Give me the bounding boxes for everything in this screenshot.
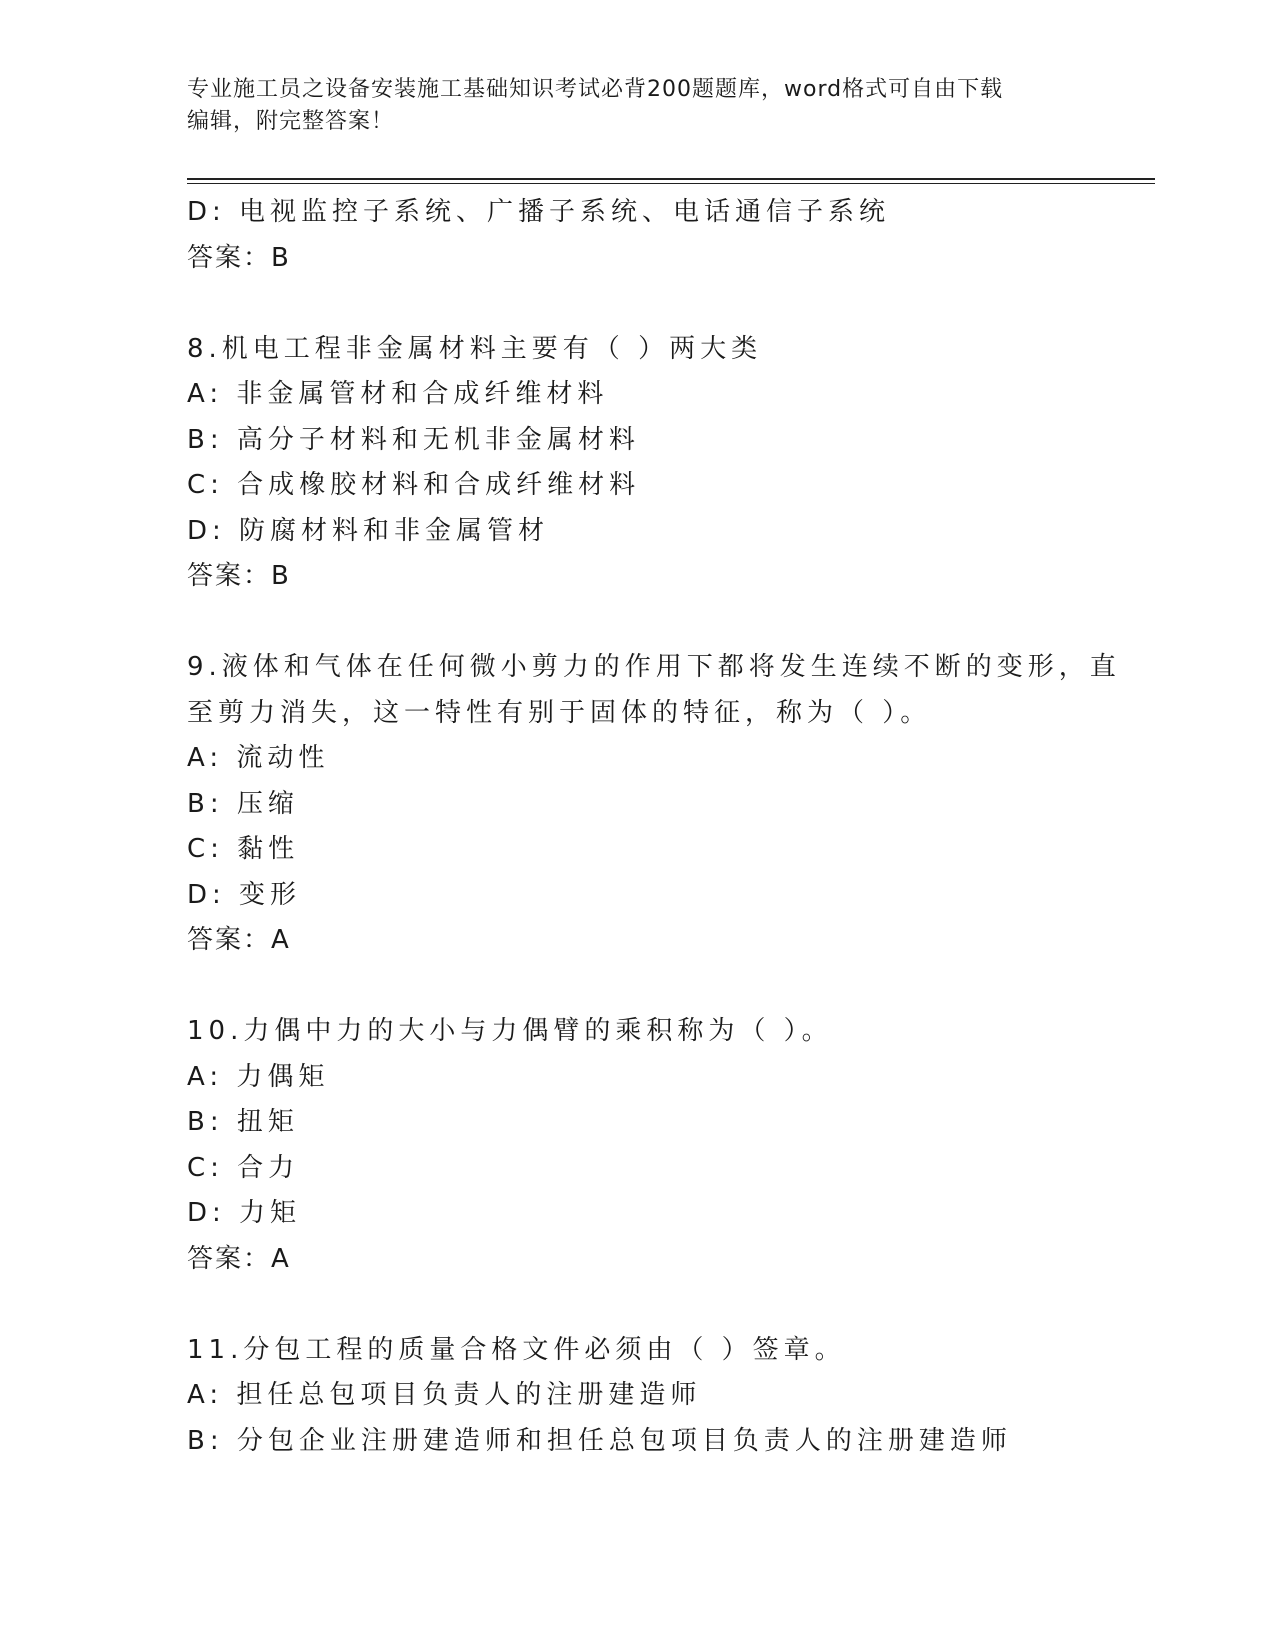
answer-line: 答案：B xyxy=(187,242,291,273)
question-stem-line-1: 9.液体和气体在任何微小剪力的作用下都将发生连续不断的变形，直 xyxy=(187,652,1121,682)
option-c: C: 合成橡胶材料和合成纤维材料 xyxy=(187,470,641,500)
question-block-7 xyxy=(187,190,1087,281)
question-stem: 10.力偶中力的大小与力偶臂的乘积称为（ ）。 xyxy=(187,1016,833,1046)
option-a: A: 流动性 xyxy=(187,743,330,773)
spacer xyxy=(187,281,1087,327)
header-title-line-2: 编辑，附完整答案！ xyxy=(187,109,395,134)
header-rule-thick xyxy=(187,178,1155,180)
document-body xyxy=(187,190,1121,1464)
option-a: A: 力偶矩 xyxy=(187,1061,330,1092)
question-stem-line-2: 至剪力消失，这一特性有别于固体的特征，称为（ ）。 xyxy=(187,697,932,728)
question-block-10 xyxy=(187,1009,1087,1282)
spacer xyxy=(187,600,1087,646)
question-stem: 11.分包工程的质量合格文件必须由（ ）签章。 xyxy=(187,1334,846,1365)
spacer xyxy=(187,1282,1087,1328)
header-title-line-1: 专业施工员之设备安装施工基础知识考试必背200题题库，word格式可自由下载 xyxy=(187,77,1004,102)
question-block-8 xyxy=(187,327,1087,600)
option-a: A: 担任总包项目负责人的注册建造师 xyxy=(187,1380,702,1410)
option-d: D: 变形 xyxy=(187,879,302,910)
spacer xyxy=(187,964,1087,1010)
question-stem: 8.机电工程非金属材料主要有（ ）两大类 xyxy=(187,333,763,364)
answer-line: 答案：A xyxy=(187,925,291,955)
option-c: C: 黏性 xyxy=(187,834,300,864)
option-a: A: 非金属管材和合成纤维材料 xyxy=(187,379,609,409)
question-block-9 xyxy=(187,645,1121,964)
option-d: D: 力矩 xyxy=(187,1198,302,1228)
answer-line: 答案：B xyxy=(187,561,291,591)
option-d: D: 电视监控子系统、广播子系统、电话通信子系统 xyxy=(187,197,891,227)
option-d: D: 防腐材料和非金属管材 xyxy=(187,515,550,546)
question-block-11 xyxy=(187,1328,1087,1465)
option-b: B: 压缩 xyxy=(187,788,299,819)
option-b: B: 高分子材料和无机非金属材料 xyxy=(187,424,640,455)
option-b: B: 分包企业注册建造师和担任总包项目负责人的注册建造师 xyxy=(187,1425,1012,1456)
header-rule-thin xyxy=(187,183,1155,184)
answer-line: 答案：A xyxy=(187,1243,291,1274)
option-b: B: 扭矩 xyxy=(187,1107,299,1137)
option-c: C: 合力 xyxy=(187,1152,300,1183)
document-header xyxy=(187,74,1087,138)
